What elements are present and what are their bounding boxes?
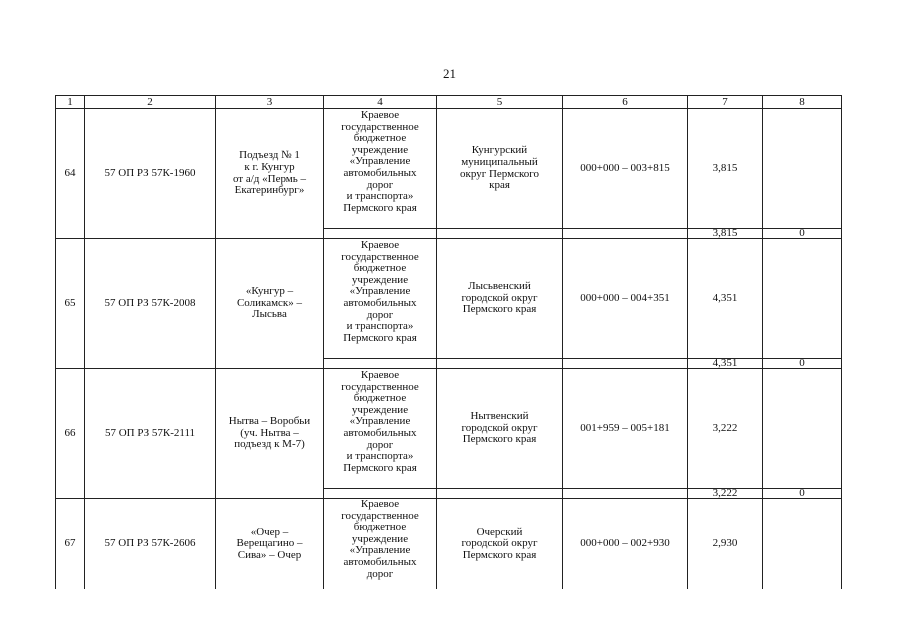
municipal-district-line: Кунгурский xyxy=(471,144,528,157)
municipal-district-line: городской округ xyxy=(461,291,538,304)
municipal-district-line: городской округ xyxy=(461,537,538,550)
owner-organization-line: автомобильных xyxy=(343,555,417,568)
road-register-table xyxy=(55,95,842,589)
municipal-district-line: Очерский xyxy=(476,525,523,538)
table-row xyxy=(56,499,842,590)
road-name-line: Подъезд № 1 xyxy=(239,149,300,162)
owner-organization-line: дорог xyxy=(366,567,394,580)
owner-organization-line: Краевое xyxy=(360,369,400,381)
road-code: 57 ОП РЗ 57К-2111 xyxy=(85,369,216,499)
road-length: 3,222 xyxy=(688,369,763,489)
owner-organization-line: Краевое xyxy=(360,498,400,510)
road-name xyxy=(216,109,324,239)
municipal-district-line: Пермского края xyxy=(462,303,537,316)
col-header: 4 xyxy=(324,96,437,109)
col-header: 7 xyxy=(688,96,763,109)
owner-organization-line: дорог xyxy=(366,438,394,451)
owner-organization-line: бюджетное xyxy=(353,132,407,145)
col-header: 3 xyxy=(216,96,324,109)
subtotal-column-8: 0 xyxy=(763,229,842,239)
table-body xyxy=(56,96,842,590)
municipal-district xyxy=(437,239,563,359)
road-length: 2,930 xyxy=(688,499,763,590)
municipal-district-line: Пермского края xyxy=(462,433,537,446)
owner-organization-line: автомобильных xyxy=(343,296,417,309)
subtotal-column-8: 0 xyxy=(763,359,842,369)
kilometer-range: 000+000 – 003+815 xyxy=(563,109,688,229)
road-length: 3,815 xyxy=(688,109,763,229)
road-length: 4,351 xyxy=(688,239,763,359)
road-name-line: «Очер – xyxy=(250,525,289,538)
col-header: 5 xyxy=(437,96,563,109)
column-8-value xyxy=(763,239,842,359)
owner-organization-line: Пермского края xyxy=(343,331,417,344)
owner-organization-line: дорог xyxy=(366,178,394,191)
owner-organization-line: учреждение xyxy=(351,532,409,545)
owner-organization-line: государственное xyxy=(341,509,419,522)
col-header: 6 xyxy=(563,96,688,109)
kilometer-range: 001+959 – 005+181 xyxy=(563,369,688,489)
subtotal-blank xyxy=(437,229,563,239)
owner-organization-line: бюджетное xyxy=(353,521,407,534)
subtotal-blank xyxy=(563,489,688,499)
owner-organization-line: автомобильных xyxy=(343,426,417,439)
subtotal-blank xyxy=(324,489,437,499)
municipal-district-line: Лысьвенский xyxy=(468,280,531,293)
kilometer-range: 000+000 – 004+351 xyxy=(563,239,688,359)
table-row xyxy=(56,369,842,489)
owner-organization-line: учреждение xyxy=(351,273,409,286)
subtotal-blank xyxy=(324,359,437,369)
road-code: 57 ОП РЗ 57К-2606 xyxy=(85,499,216,590)
owner-organization-line: и транспорта» xyxy=(346,190,414,203)
road-name-line: «Кунгур – xyxy=(245,285,294,298)
road-name-line: подъезд к М-7) xyxy=(234,438,305,451)
column-8-value xyxy=(763,369,842,489)
owner-organization-line: Краевое xyxy=(360,109,400,121)
subtotal-length: 4,351 xyxy=(688,359,763,369)
subtotal-column-8: 0 xyxy=(763,489,842,499)
owner-organization-line: государственное xyxy=(341,250,419,263)
owner-organization-line: бюджетное xyxy=(353,262,407,275)
road-name-line: Нытва – Воробьи xyxy=(228,415,311,428)
road-name-line: к г. Кунгур xyxy=(244,160,295,173)
road-name-line: Соликамск» – xyxy=(236,296,303,309)
owner-organization xyxy=(324,109,437,229)
municipal-district-line: края xyxy=(489,179,510,192)
column-number-row xyxy=(56,96,842,109)
subtotal-blank xyxy=(437,359,563,369)
owner-organization-line: «Управление xyxy=(349,155,411,168)
municipal-district-line: Пермского края xyxy=(462,548,537,561)
road-code: 57 ОП РЗ 57К-1960 xyxy=(85,109,216,239)
table-row xyxy=(56,239,842,359)
road-name-line: от а/д «Пермь – xyxy=(232,172,307,185)
owner-organization-line: «Управление xyxy=(349,544,411,557)
row-number: 66 xyxy=(56,369,85,499)
owner-organization-line: и транспорта» xyxy=(346,450,414,463)
owner-organization-line: Пермского края xyxy=(343,461,417,474)
municipal-district-line: Нытвенский xyxy=(470,410,529,423)
row-number: 64 xyxy=(56,109,85,239)
row-number: 67 xyxy=(56,499,85,590)
road-name xyxy=(216,239,324,369)
municipal-district-line: муниципальный xyxy=(461,155,538,168)
road-name-line: (уч. Нытва – xyxy=(240,426,299,439)
municipal-district xyxy=(437,109,563,229)
page-number: 21 xyxy=(443,66,456,81)
owner-organization-line: государственное xyxy=(341,120,419,133)
road-name-line: Сива» – Очер xyxy=(237,548,302,561)
owner-organization-line: Краевое xyxy=(360,239,400,251)
road-name xyxy=(216,369,324,499)
owner-organization-line: учреждение xyxy=(351,403,409,416)
road-name-line: Верещагино – xyxy=(236,537,303,550)
owner-organization-line: «Управление xyxy=(349,285,411,298)
row-number: 65 xyxy=(56,239,85,369)
owner-organization xyxy=(324,499,437,590)
subtotal-blank xyxy=(437,489,563,499)
subtotal-length: 3,222 xyxy=(688,489,763,499)
municipal-district-line: городской округ xyxy=(461,421,538,434)
kilometer-range: 000+000 – 002+930 xyxy=(563,499,688,590)
table-row xyxy=(56,109,842,229)
owner-organization-line: дорог xyxy=(366,308,394,321)
owner-organization-line: Пермского края xyxy=(343,201,417,214)
road-code: 57 ОП РЗ 57К-2008 xyxy=(85,239,216,369)
subtotal-length: 3,815 xyxy=(688,229,763,239)
municipal-district xyxy=(437,499,563,590)
col-header: 8 xyxy=(763,96,842,109)
subtotal-blank xyxy=(324,229,437,239)
municipal-district xyxy=(437,369,563,489)
owner-organization-line: и транспорта» xyxy=(346,320,414,333)
column-8-value xyxy=(763,499,842,590)
owner-organization-line: государственное xyxy=(341,380,419,393)
municipal-district-line: округ Пермского xyxy=(460,167,539,180)
owner-organization-line: учреждение xyxy=(351,143,409,156)
road-name-line: Лысьва xyxy=(252,308,287,321)
column-8-value xyxy=(763,109,842,229)
owner-organization xyxy=(324,369,437,489)
col-header: 1 xyxy=(56,96,85,109)
owner-organization-line: автомобильных xyxy=(343,166,417,179)
col-header: 2 xyxy=(85,96,216,109)
road-name xyxy=(216,499,324,590)
road-name-line: Екатеринбург» xyxy=(234,184,305,197)
owner-organization xyxy=(324,239,437,359)
subtotal-blank xyxy=(563,359,688,369)
owner-organization-line: бюджетное xyxy=(353,392,407,405)
subtotal-blank xyxy=(563,229,688,239)
owner-organization-line: «Управление xyxy=(349,415,411,428)
